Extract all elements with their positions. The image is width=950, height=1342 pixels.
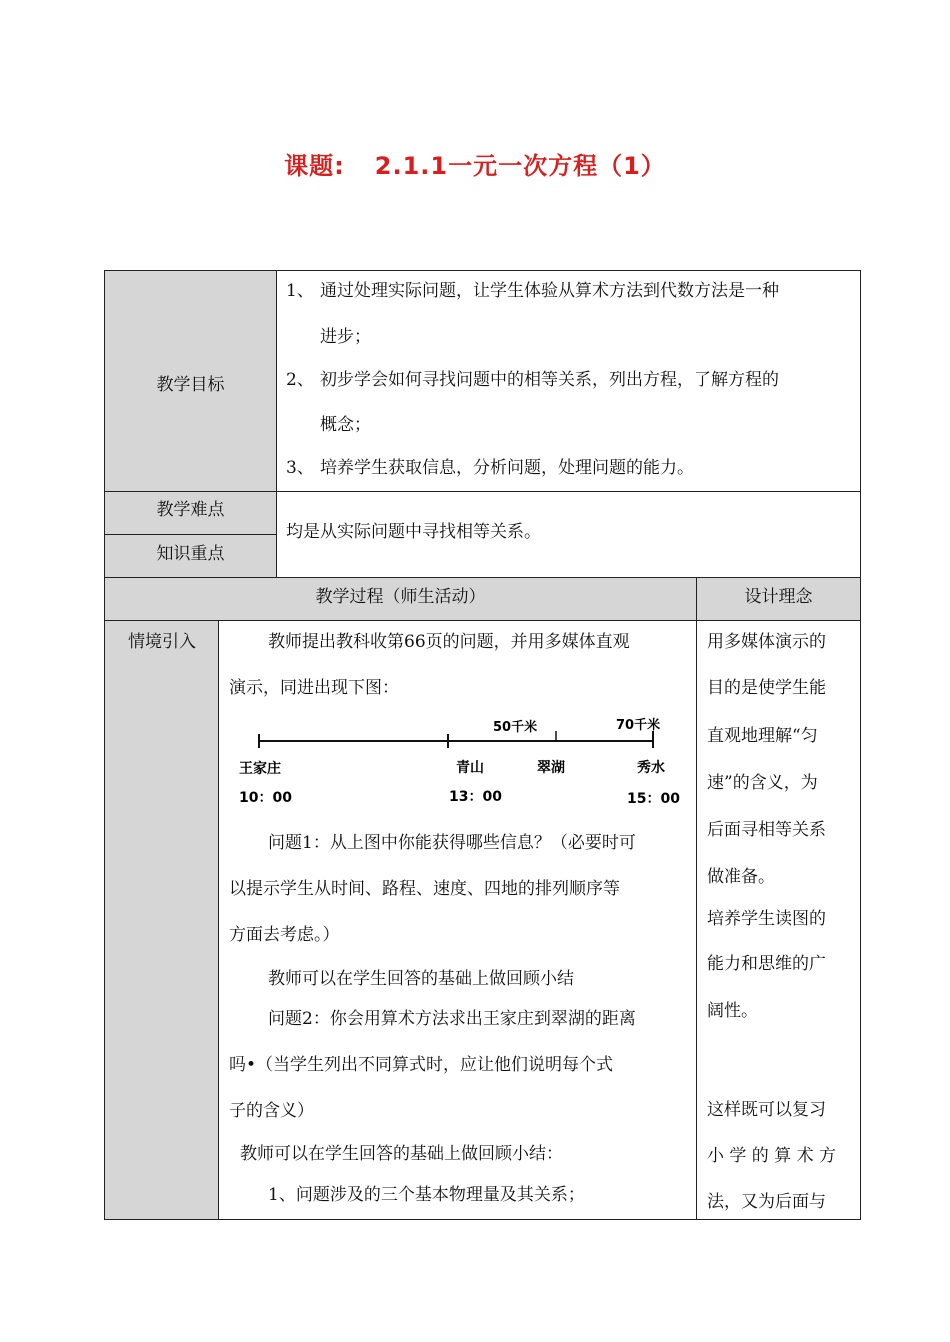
difficulty-label: 教学难点 bbox=[156, 500, 225, 520]
design-line: 小 学 的 算 术 方 bbox=[707, 1146, 837, 1166]
process-line: 教师可以在学生回答的基础上做回顾小结 bbox=[268, 969, 574, 989]
table-left-border bbox=[104, 270, 105, 1220]
process-header: 教学过程（师生活动） bbox=[315, 587, 486, 607]
title-main: 2.1.1一元一次方程（1） bbox=[374, 152, 666, 180]
keypoint-content: 均是从实际问题中寻找相等关系。 bbox=[286, 522, 541, 542]
design-header: 设计理念 bbox=[744, 587, 813, 607]
process-line: 方面去考虑。） bbox=[229, 925, 340, 945]
objectives-label: 教学目标 bbox=[156, 375, 225, 395]
design-line: 目的是使学生能 bbox=[707, 678, 826, 698]
time-label: 13：00 bbox=[449, 789, 502, 805]
column-divider bbox=[696, 577, 697, 1220]
section-label: 情境引入 bbox=[128, 632, 196, 652]
time-label: 10：00 bbox=[239, 790, 292, 806]
column-divider bbox=[218, 620, 219, 1220]
design-line: 阔性。 bbox=[707, 1001, 758, 1021]
process-line: 演示，同进出现下图： bbox=[229, 678, 399, 698]
objective-text: 培养学生获取信息，分析问题，处理问题的能力。 bbox=[320, 458, 694, 478]
design-line: 做准备。 bbox=[707, 867, 775, 887]
table-right-border bbox=[860, 270, 861, 1220]
objective-text: 初步学会如何寻找问题中的相等关系，列出方程，了解方程的 bbox=[320, 370, 779, 390]
process-line: 问题2：你会用算术方法求出王家庄到翠湖的距离 bbox=[268, 1009, 636, 1029]
place-label: 王家庄 bbox=[239, 761, 281, 777]
section-label-cell bbox=[105, 620, 219, 1219]
design-line: 速”的含义，为 bbox=[707, 773, 818, 793]
place-label: 秀水 bbox=[637, 760, 665, 776]
row-divider bbox=[104, 491, 861, 492]
row-divider bbox=[104, 577, 861, 578]
route-diagram bbox=[228, 710, 688, 810]
keypoint-label: 知识重点 bbox=[156, 544, 225, 564]
design-line: 法，又为后面与 bbox=[707, 1192, 826, 1212]
place-label: 青山 bbox=[456, 760, 484, 776]
design-line: 这样既可以复习 bbox=[707, 1100, 826, 1120]
process-line: 教师可以在学生回答的基础上做回顾小结： bbox=[240, 1144, 563, 1164]
objective-number: 2、 bbox=[286, 370, 314, 390]
objective-number: 3、 bbox=[286, 458, 314, 478]
design-line: 直观地理解“匀 bbox=[707, 726, 818, 746]
distance-label: 50千米 bbox=[493, 720, 538, 735]
process-line: 以提示学生从时间、路程、速度、四地的排列顺序等 bbox=[229, 879, 620, 899]
process-line: 教师提出教科收第66页的问题，并用多媒体直观 bbox=[268, 632, 630, 652]
table-top-border bbox=[104, 270, 861, 271]
time-label: 15：00 bbox=[627, 791, 680, 807]
process-line: 问题1：从上图中你能获得哪些信息？（必要时可 bbox=[268, 833, 636, 853]
place-label: 翠湖 bbox=[537, 760, 565, 776]
design-line: 用多媒体演示的 bbox=[707, 632, 826, 652]
design-line: 能力和思维的广 bbox=[707, 954, 826, 974]
title-prefix: 课题: bbox=[284, 152, 345, 180]
objective-text: 进步； bbox=[320, 327, 371, 347]
objective-number: 1、 bbox=[286, 281, 314, 301]
column-divider bbox=[276, 270, 277, 577]
page-title bbox=[0, 146, 950, 181]
design-line: 后面寻相等关系 bbox=[707, 820, 826, 840]
design-line: 培养学生读图的 bbox=[707, 909, 826, 929]
process-line: 1、问题涉及的三个基本物理量及其关系； bbox=[268, 1185, 585, 1205]
distance-label: 70千米 bbox=[616, 718, 661, 733]
objective-text: 概念； bbox=[320, 415, 371, 435]
process-line: 吗•（当学生列出不同算式时，应让他们说明每个式 bbox=[229, 1055, 614, 1075]
row-divider bbox=[104, 534, 277, 535]
objective-text: 通过处理实际问题，让学生体验从算术方法到代数方法是一种 bbox=[320, 281, 779, 301]
process-line: 子的含义） bbox=[229, 1101, 314, 1121]
